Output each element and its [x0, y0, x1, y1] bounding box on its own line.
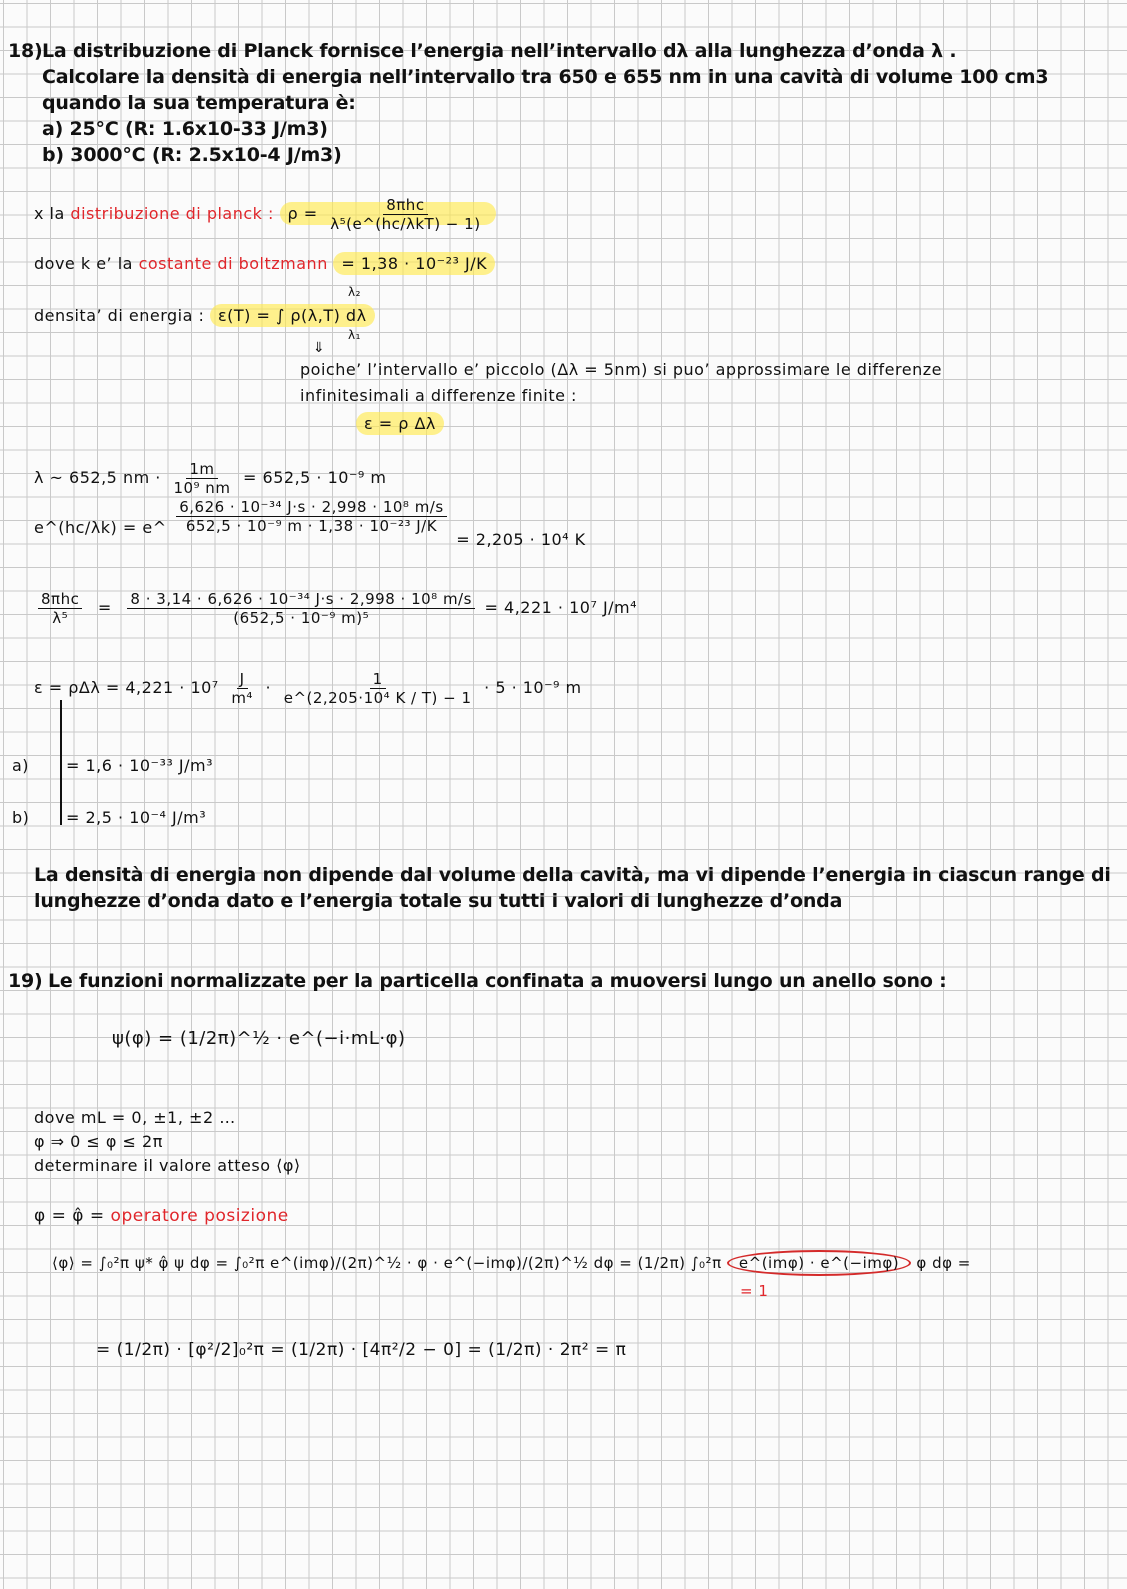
- exponent-result: = 2,205 · 10⁴ K: [456, 530, 586, 549]
- psi-formula: ψ(φ) = (1/2π)^½ · e^(−i·mL·φ): [112, 1028, 406, 1049]
- expectation-line-1: [52, 1254, 971, 1272]
- epsilon-unit-num: J: [237, 670, 248, 689]
- coefficient-lhs-den: λ⁵: [52, 609, 69, 627]
- boltzmann-line: [34, 254, 495, 273]
- planck-numerator: 8πhc: [383, 196, 427, 215]
- epsilon-lhs: ε = ρΔλ = 4,221 · 10⁷: [34, 678, 219, 697]
- lambda-line: [34, 460, 386, 497]
- planck-line: [34, 196, 496, 233]
- problem-18-line-3: quando la sua temperatura è:: [42, 92, 356, 114]
- approx-formula-text: ε = ρ Δλ: [356, 412, 444, 435]
- planck-label: distribuzione di planck :: [70, 204, 274, 223]
- expectation-line-2: = (1/2π) · [φ²/2]₀²π = (1/2π) · [4π²/2 − 0] = (1/2π) · 2π² = π: [96, 1340, 627, 1360]
- result-a-label: a): [12, 756, 30, 775]
- density-upper-limit: λ₂: [348, 285, 361, 299]
- conclusion-line-2: lunghezze d’onda dato e l’energia totale su tutti i valori di lunghezze d’onda: [34, 890, 843, 912]
- density-label: densita’ di energia :: [34, 306, 205, 325]
- conclusion-line-1: La densità di energia non dipende dal volume della cavità, ma vi dipende l’energia in ciascun range di: [34, 864, 1111, 886]
- problem-19-number: 19): [8, 970, 43, 992]
- problem-19-line-1: Le funzioni normalizzate per la particella confinata a muoversi lungo un anello sono :: [48, 970, 947, 992]
- dot: ·: [265, 678, 272, 697]
- approx-formula: [356, 414, 444, 433]
- exponent-fraction: [176, 498, 446, 535]
- operator-line: [34, 1206, 289, 1226]
- exponent-num: 6,626 · 10⁻³⁴ J·s · 2,998 · 10⁸ m/s: [176, 498, 446, 517]
- result-a: = 1,6 · 10⁻³³ J/m³: [66, 756, 214, 775]
- coefficient-lhs-num: 8πhc: [38, 590, 82, 609]
- coefficient-den: (652,5 · 10⁻⁹ m)⁵: [233, 609, 370, 627]
- lambda-den: 10⁹ nm: [173, 479, 231, 497]
- epsilon-tail: · 5 · 10⁻⁹ m: [484, 678, 582, 697]
- epsilon-unit: [228, 670, 256, 707]
- lambda-result: = 652,5 · 10⁻⁹ m: [243, 468, 387, 487]
- equals-sign: =: [97, 598, 112, 617]
- approx-line-2: infinitesimali a differenze finite :: [300, 386, 577, 405]
- coefficient-lhs: [38, 590, 82, 627]
- problem-18-line-1: La distribuzione di Planck fornisce l’energia nell’intervallo dλ alla lunghezza d’onda λ .: [42, 40, 957, 62]
- lambda-fraction: [170, 460, 233, 497]
- epsilon-fraction: [281, 670, 475, 707]
- epsilon-fraction-den: e^(2,205·10⁴ K / T) − 1: [283, 689, 472, 707]
- density-lower-limit: λ₁: [348, 328, 361, 342]
- result-b-label: b): [12, 808, 30, 827]
- problem-18-part-a: a) 25°C (R: 1.6x10-33 J/m3): [42, 118, 328, 140]
- planck-lhs: ρ =: [287, 204, 318, 223]
- lambda-calc: λ ~ 652,5 nm ·: [34, 468, 161, 487]
- coefficient-fraction: [127, 590, 475, 627]
- expectation-tail: φ dφ =: [916, 1254, 971, 1272]
- coefficient-num: 8 · 3,14 · 6,626 · 10⁻³⁴ J·s · 2,998 · 10⁸ m/s: [127, 590, 475, 609]
- planck-prefix: x la: [34, 204, 65, 223]
- approx-line-1: poiche’ l’intervallo e’ piccolo (Δλ = 5nm) si puo’ approssimare le differenze: [300, 360, 942, 379]
- expectation-main: ⟨φ⟩ = ∫₀²π ψ* φ̂ ψ dφ = ∫₀²π e^(imφ)/(2π)^½ · φ · e^(−imφ)/(2π)^½ dφ = (1/2π) ∫₀²π: [52, 1254, 722, 1272]
- boltzmann-label: costante di boltzmann: [138, 254, 328, 273]
- density-formula: ε(T) = ∫ ρ(λ,T) dλ: [210, 304, 375, 327]
- operator-lhs: φ = φ̂ =: [34, 1206, 105, 1226]
- circled-product: e^(imφ) · e^(−imφ): [727, 1250, 911, 1276]
- boltzmann-prefix: dove k e’ la: [34, 254, 133, 273]
- lambda-num: 1m: [186, 460, 217, 479]
- range-line: φ ⇒ 0 ≤ φ ≤ 2π: [34, 1132, 163, 1151]
- planck-formula: [280, 196, 496, 233]
- circled-value: = 1: [740, 1282, 769, 1300]
- result-b: = 2,5 · 10⁻⁴ J/m³: [66, 808, 207, 827]
- determine-line: determinare il valore atteso ⟨φ⟩: [34, 1156, 301, 1175]
- density-line: [34, 306, 375, 325]
- exponent-line: [34, 498, 586, 549]
- result-bracket-line: [60, 700, 62, 825]
- exponent-den: 652,5 · 10⁻⁹ m · 1,38 · 10⁻²³ J/K: [185, 517, 438, 535]
- problem-18-part-b: b) 3000°C (R: 2.5x10-4 J/m3): [42, 144, 342, 166]
- exponent-lhs: e^(hc/λk) = e^: [34, 518, 167, 537]
- operator-label: operatore posizione: [110, 1206, 289, 1226]
- epsilon-unit-den: m⁴: [231, 689, 253, 707]
- problem-18-line-2: Calcolare la densità di energia nell’intervallo tra 650 e 655 nm in una cavità di volume 100 cm3: [42, 66, 1049, 88]
- epsilon-line: [34, 670, 582, 707]
- coefficient-result: = 4,221 · 10⁷ J/m⁴: [484, 598, 638, 617]
- where-line: dove mL = 0, ±1, ±2 …: [34, 1108, 236, 1127]
- coefficient-line: [34, 590, 637, 627]
- boltzmann-value: = 1,38 · 10⁻²³ J/K: [333, 252, 495, 275]
- problem-18-number: 18): [8, 40, 43, 62]
- planck-denominator: λ⁵(e^(hc/λkT) − 1): [330, 215, 481, 233]
- implies-arrow: ⇓: [313, 340, 326, 356]
- planck-fraction: [327, 196, 483, 233]
- epsilon-fraction-num: 1: [370, 670, 386, 689]
